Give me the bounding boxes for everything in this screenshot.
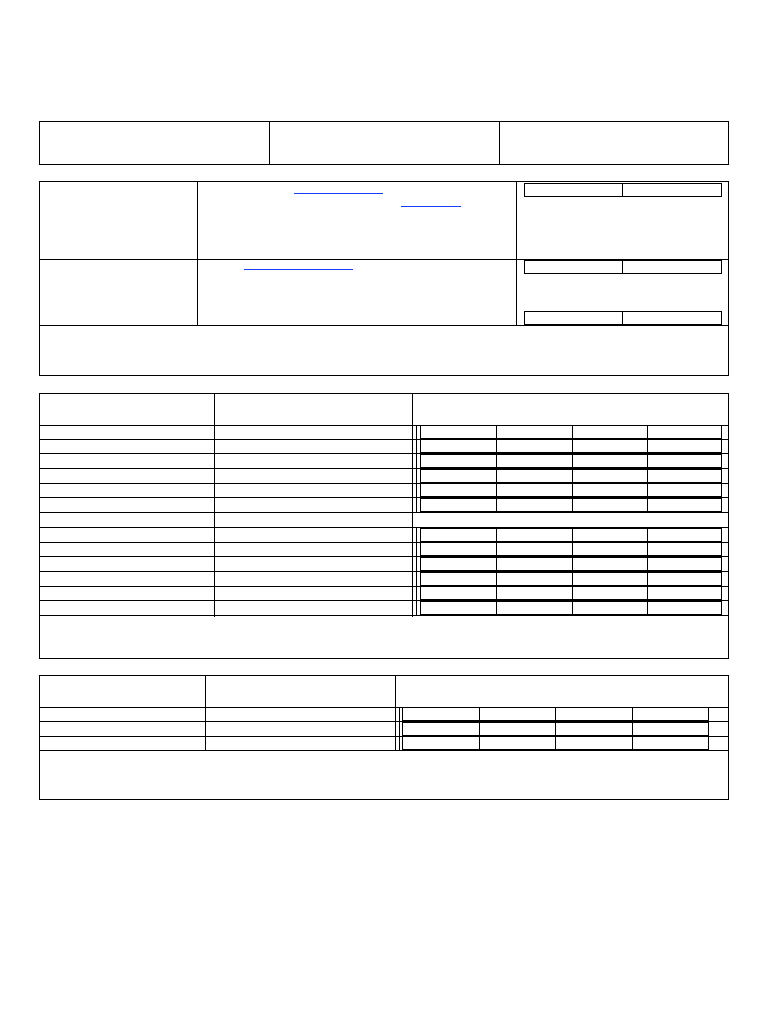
mini-grid-row: [420, 586, 722, 600]
section1-table: [39, 181, 729, 376]
table-row: [40, 483, 728, 497]
table-row: [40, 736, 728, 750]
table-row: [40, 542, 728, 556]
table-row: [40, 528, 728, 542]
mini-grid-row: [420, 557, 722, 571]
section1-row2-mini-table-b: [524, 311, 722, 325]
section1-row2-link-1[interactable]: [244, 269, 353, 270]
table-row: [40, 586, 728, 600]
mini-grid-row: [420, 572, 722, 586]
table-row: [40, 601, 728, 615]
header-table: [39, 121, 729, 165]
mini-grid-row: [420, 498, 722, 512]
section2-table: [39, 393, 729, 659]
table-row: [40, 512, 728, 527]
mini-grid-row: [402, 722, 709, 736]
mini-grid-row: [420, 483, 722, 497]
table-row: [40, 722, 728, 736]
table-row: [40, 557, 728, 571]
section1-row1-link-1[interactable]: [294, 193, 383, 194]
mini-grid-row: [420, 542, 722, 556]
section1-row1-link-2[interactable]: [401, 206, 461, 207]
section1-row1-mini-table: [524, 183, 722, 197]
mini-grid-row: [420, 454, 722, 468]
mini-grid-row: [420, 469, 722, 483]
mini-grid-row: [402, 736, 709, 750]
mini-grid-row: [420, 601, 722, 615]
mini-grid-row: [420, 425, 722, 439]
table-row: [40, 454, 728, 468]
section3-table: [39, 675, 729, 800]
mini-grid-row: [420, 528, 722, 542]
table-row: [40, 707, 728, 721]
table-row: [40, 425, 728, 439]
table-row: [40, 572, 728, 586]
table-row: [40, 498, 728, 512]
mini-grid-row: [402, 707, 709, 721]
section1-row2-mini-table-a: [524, 260, 722, 274]
mini-grid-row: [420, 439, 722, 453]
table-row: [40, 469, 728, 483]
table-row: [40, 439, 728, 453]
